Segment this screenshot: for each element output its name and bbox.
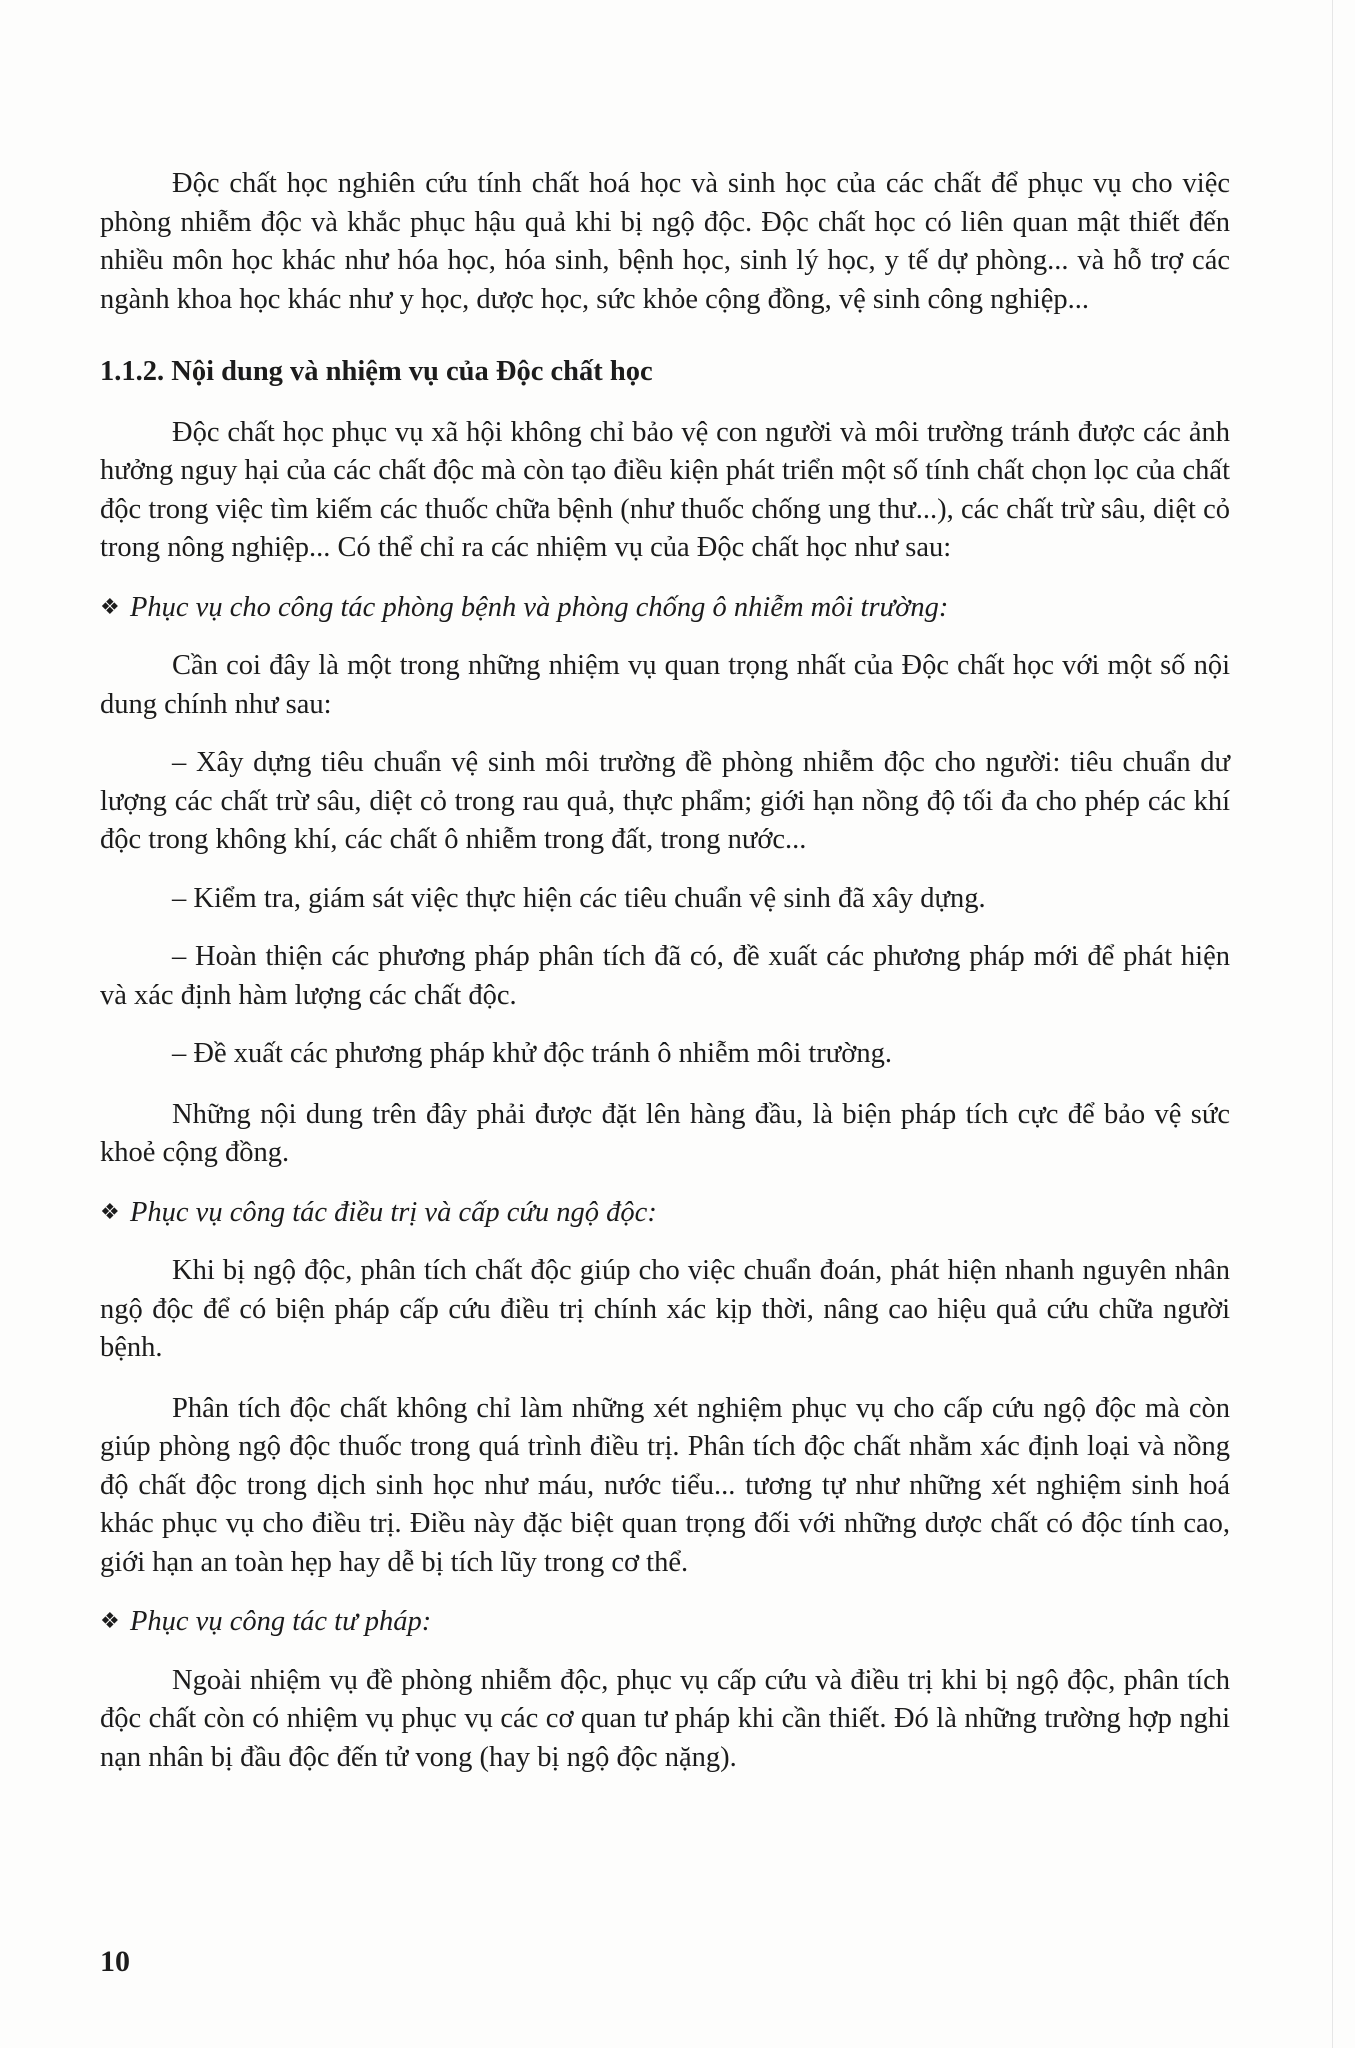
diamond-bullet-icon: ❖ [100,1198,120,1224]
list-item: – Kiểm tra, giám sát việc thực hiện các tiêu chuẩn vệ sinh đã xây dựng. [172,882,986,914]
list-item: – Đề xuất các phương pháp khử độc tránh ô nhiễm môi trường. [172,1038,892,1069]
page-content [100,165,1230,1777]
bullet-heading-treatment [100,1193,1230,1233]
bullet-lead-paragraph: Cần coi đây là một trong những nhiệm vụ quan trọng nhất của Độc chất học với một số nội dung chính như sau: [100,650,1230,720]
section-intro-paragraph: Độc chất học phục vụ xã hội không chỉ bảo vệ con người và môi trường tránh được các ảnh hưởng nguy hại của các chất độc mà còn tạo điều kiện phát triển một số tính chất chọn lọc của chất độc trong việc tìm kiếm các thuốc chữa bệnh (như thuốc chống ung thư...), các chất trừ sâu, diệt cỏ trong nông nghiệp... Có thể chỉ ra các nhiệm vụ của Độc chất học như sau: [100,416,1230,563]
treatment-paragraph-2: Phân tích độc chất không chỉ làm những xét nghiệm phục vụ cho cấp cứu ngộ độc mà còn giúp phòng ngộ độc thuốc trong quá trình điều trị. Phân tích độc chất nhằm xác định loại và nồng độ chất độc trong dịch sinh học như máu, nước tiểu... tương tự như những xét nghiệm sinh hoá khác phục vụ cho điều trị. Điều này đặc biệt quan trọng đối với những dược chất có độc tính cao, giới hạn an toàn hẹp hay dễ bị tích lũy trong cơ thể. [100,1392,1230,1578]
bullet-heading-judicial [100,1602,1230,1642]
section-heading: 1.1.2. Nội dung và nhiệm vụ của Độc chất học [100,356,653,387]
diamond-bullet-icon: ❖ [100,593,120,619]
intro-paragraph: Độc chất học nghiên cứu tính chất hoá học và sinh học của các chất để phục vụ cho việc phòng nhiễm độc và khắc phục hậu quả khi bị ngộ độc. Độc chất học có liên quan mật thiết đến nhiều môn học khác như hóa học, hóa sinh, bệnh học, sinh lý học, y tế dự phòng... và hỗ trợ các ngành khoa học khác như y học, dược học, sức khỏe cộng đồng, vệ sinh công nghiệp... [100,168,1230,315]
bullet-heading-prevention [100,588,1230,628]
page-edge [1332,0,1333,2048]
list-item: – Hoàn thiện các phương pháp phân tích đã có, đề xuất các phương pháp mới để phát hiện và xác định hàm lượng các chất độc. [100,941,1230,1011]
bullet-heading-text: Phục vụ cho công tác phòng bệnh và phòng chống ô nhiễm môi trường: [130,591,949,623]
bullet-heading-text: Phục vụ công tác tư pháp: [130,1606,432,1637]
treatment-paragraph-1: Khi bị ngộ độc, phân tích chất độc giúp cho việc chuẩn đoán, phát hiện nhanh nguyên nhân ngộ độc để có biện pháp cấp cứu điều trị chính xác kịp thời, nâng cao hiệu quả cứu chữa người bệnh. [100,1255,1230,1363]
closing-paragraph: Những nội dung trên đây phải được đặt lên hàng đầu, là biện pháp tích cực để bảo vệ sức khoẻ cộng đồng. [100,1098,1230,1168]
judicial-paragraph: Ngoài nhiệm vụ đề phòng nhiễm độc, phục vụ cấp cứu và điều trị khi bị ngộ độc, phân tích độc chất còn có nhiệm vụ phục vụ các cơ quan tư pháp khi cần thiết. Đó là những trường hợp nghi nạn nhân bị đầu độc đến tử vong (hay bị ngộ độc nặng). [100,1664,1230,1773]
diamond-bullet-icon: ❖ [100,1608,120,1633]
list-item: – Xây dựng tiêu chuẩn vệ sinh môi trường đề phòng nhiễm độc cho người: tiêu chuẩn dư lượng các chất trừ sâu, diệt cỏ trong rau quả, thực phẩm; giới hạn nồng độ tối đa cho phép các khí độc trong không khí, các chất ô nhiễm trong đất, trong nước... [100,747,1230,855]
bullet-heading-text: Phục vụ công tác điều trị và cấp cứu ngộ độc: [130,1196,657,1228]
page-number: 10 [100,1945,130,1978]
